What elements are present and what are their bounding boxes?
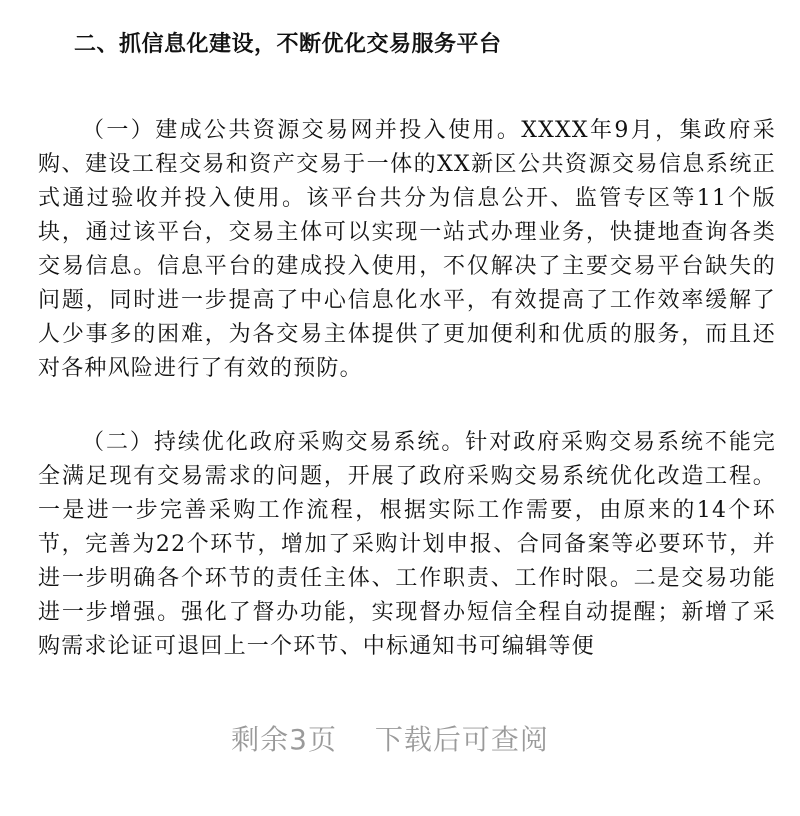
paragraph-1: （一）建成公共资源交易网并投入使用。XXXX年9月，集政府采购、建设工程交易和资产交易于一体的XX新区公共资源交易信息系统正式通过验收并投入使用。该平台共分为信息公开、监管专区等11个版块，通过该平台，交易主体可以实现一站式办理业务，快捷地查询各类交易信息。信息平台的建成投入使用，不仅解决了主要交易平台缺失的问题，同时进一步提高了中心信息化水平，有效提高了工作效率缓解了人少事多的困难，为各交易主体提供了更加便利和优质的服务，而且还对各种风险进行了有效的预防。	[38, 118, 776, 381]
download-prompt[interactable]	[0, 718, 780, 758]
section-heading: 二、抓信息化建设，不断优化交易服务平台	[74, 32, 502, 57]
remaining-pages-label: 剩余3页	[231, 723, 337, 756]
paragraph-2: （二）持续优化政府采购交易系统。针对政府采购交易系统不能完全满足现有交易需求的问题，开展了政府采购交易系统优化改造工程。一是进一步完善采购工作流程，根据实际工作需要，由原来的14个环节，完善为22个环节，增加了采购计划申报、合同备案等必要环节，并进一步明确各个环节的责任主体、工作职责、工作时限。二是交易功能进一步增强。强化了督办功能，实现督办短信全程自动提醒；新增了采购需求论证可退回上一个环节、中标通知书可编辑等便	[38, 430, 776, 659]
download-to-view-label: 下载后可查阅	[374, 723, 549, 756]
